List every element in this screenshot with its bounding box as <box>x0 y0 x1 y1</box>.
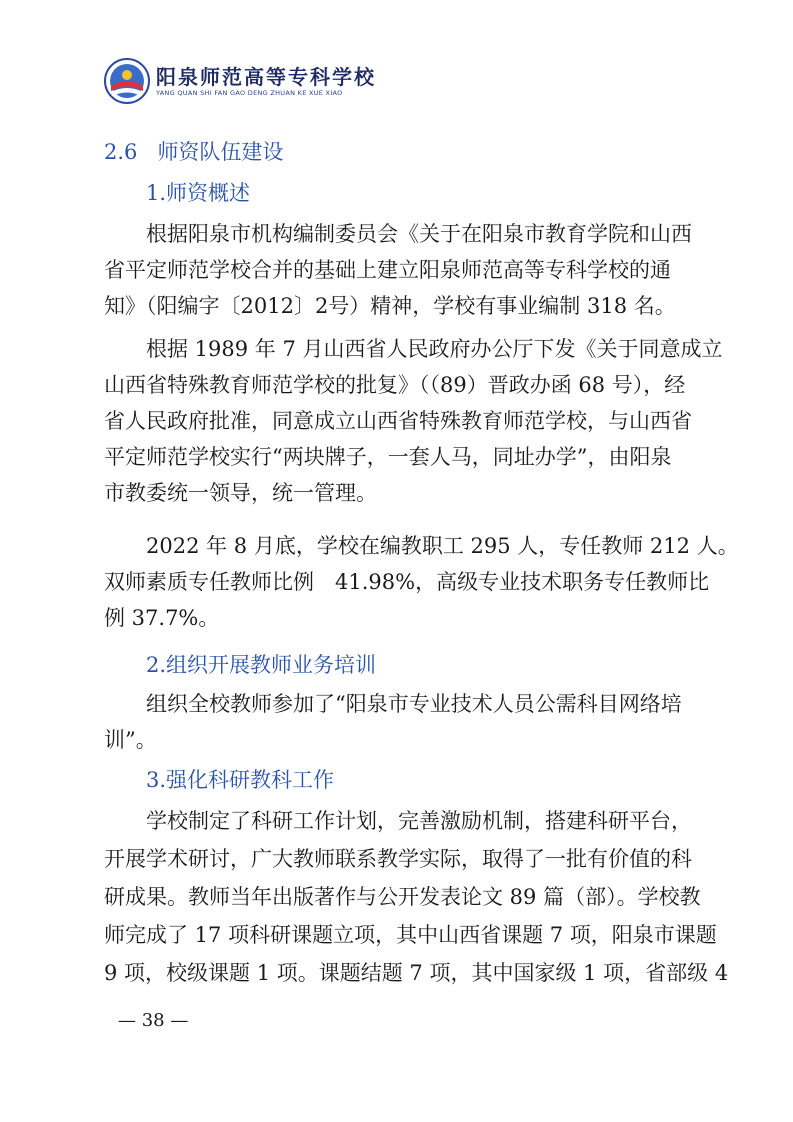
paragraph-line: 9 项，校级课题 1 项。课题结题 7 项，其中国家级 1 项，省部级 4 <box>104 961 729 985</box>
page-header <box>104 56 376 106</box>
paragraph-line: 开展学术研讨，广大教师联系教学实际，取得了一批有价值的科 <box>104 847 692 871</box>
page-number: — 38 — <box>118 1010 189 1031</box>
paragraph-line: 组织全校教师参加了“阳泉市专业技术人员公需科目网络培 <box>146 692 682 716</box>
paragraph-line: 市教委统一领导，统一管理。 <box>104 481 377 505</box>
section-title: 师资队伍建设 <box>157 140 284 164</box>
subsection-heading: 3.强化科研教科工作 <box>146 768 335 792</box>
school-emblem-icon <box>104 58 150 104</box>
paragraph-line: 例 37.7%。 <box>104 606 220 630</box>
paragraph-line: 省人民政府批准，同意成立山西省特殊教育师范学校，与山西省 <box>104 409 692 433</box>
paragraph-line: 根据 1989 年 7 月山西省人民政府办公厅下发《关于同意成立 <box>146 337 723 361</box>
paragraph-line: 省平定师范学校合并的基础上建立阳泉师范高等专科学校的通 <box>104 258 671 282</box>
section-number: 2.6 <box>104 140 138 164</box>
school-pinyin: YANG QUAN SHI FAN GAO DENG ZHUAN KE XUE XIAO <box>156 89 343 97</box>
paragraph-line: 训”。 <box>104 728 157 752</box>
paragraph-line: 双师素质专任教师比例 41.98%，高级专业技术职务专任教师比 <box>104 570 710 594</box>
paragraph-line: 师完成了 17 项科研课题立项，其中山西省课题 7 项，阳泉市课题 <box>104 923 717 947</box>
paragraph-line: 山西省特殊教育师范学校的批复》（（89）晋政办函 68 号），经 <box>104 373 686 397</box>
paragraph-line: 知》（阳编字〔2012〕2号）精神，学校有事业编制 318 名。 <box>104 294 676 318</box>
school-name: 阳泉师范高等专科学校 <box>156 65 376 89</box>
paragraph-line: 平定师范学校实行“两块牌子，一套人马，同址办学”，由阳泉 <box>104 445 672 469</box>
paragraph-line: 学校制定了科研工作计划，完善激励机制，搭建科研平台， <box>146 809 692 833</box>
paragraph-line: 2022 年 8 月底，学校在编教职工 295 人，专任教师 212 人。 <box>146 534 739 558</box>
subsection-heading: 2.组织开展教师业务培训 <box>146 653 377 677</box>
paragraph-line: 根据阳泉市机构编制委员会《关于在阳泉市教育学院和山西 <box>146 222 692 246</box>
paragraph-line: 研成果。教师当年出版著作与公开发表论文 89 篇（部）。学校教 <box>104 885 701 909</box>
section-heading <box>104 136 689 166</box>
subsection-heading: 1.师资概述 <box>146 181 251 205</box>
